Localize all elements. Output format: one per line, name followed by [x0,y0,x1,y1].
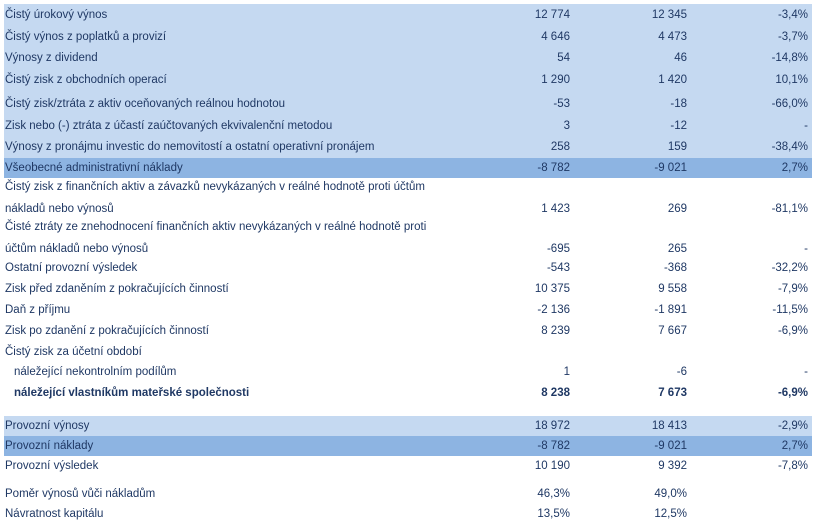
value-col-1: -695 [546,243,570,255]
table-row [4,158,812,178]
table-row [4,116,812,136]
value-col-2: -9 021 [654,440,687,452]
change-percent: - [804,366,808,378]
row-label: Poměr výnosů vůči nákladům [5,488,156,500]
change-percent: -38,4% [771,141,808,153]
table-row [4,382,812,404]
value-col-2: 12 345 [651,9,687,21]
value-col-1: -8 782 [537,440,570,452]
value-col-2: 159 [667,141,687,153]
row-label: Návratnost kapitálu [5,508,104,520]
change-percent: -7,9% [777,283,808,295]
value-col-2: 1 420 [658,74,687,86]
change-percent: -11,5% [772,304,808,316]
row-label-continued: účtům nákladů nebo výnosů [5,243,149,255]
value-col-1: 46,3% [537,488,570,500]
table-row [4,484,812,504]
table-row [4,504,812,524]
value-col-2: 7 673 [658,387,687,399]
value-col-1: 12 774 [534,9,570,21]
value-col-1: 258 [550,141,570,153]
value-col-1: 8 239 [541,325,570,337]
row-label: Čisté ztráty ze znehodnocení finančních aktiv nevykázaných v reálné hodnotě proti [5,221,427,233]
value-col-2: 9 558 [658,283,687,295]
value-col-2: 4 473 [658,31,687,43]
row-label: Čistý zisk za účetní období [5,346,142,358]
value-col-1: 4 646 [541,31,570,43]
row-label: Provozní náklady [5,440,94,452]
value-col-2: -9 021 [654,162,687,174]
value-col-2: 49,0% [654,488,687,500]
value-col-1: 8 238 [541,387,570,399]
value-col-2: -368 [663,262,687,274]
value-col-2: 7 667 [658,325,687,337]
row-label: Daň z příjmu [5,304,71,316]
row-label: Čistý výnos z poplatků a provizí [5,31,167,43]
change-percent: -14,8% [771,52,808,64]
row-label: Zisk po zdanění z pokračujících činností [5,325,209,337]
row-label: Čistý úrokový výnos [5,9,108,21]
change-percent: -32,2% [771,262,808,274]
row-label: náležející vlastníkům mateřské společnosti [14,387,250,399]
value-col-1: 3 [563,120,570,132]
value-col-1: 1 [563,366,570,378]
row-label: náležející nekontrolním podílům [14,366,177,378]
table-row [4,26,812,48]
table-row [4,48,812,68]
row-label: Provozní výnosy [5,420,90,432]
row-label: Čistý zisk z obchodních operací [5,74,167,86]
value-col-1: -2 136 [537,304,570,316]
table-row [4,362,812,382]
table-row [4,416,812,436]
value-col-2: 265 [667,243,687,255]
value-col-2: 9 392 [658,460,687,472]
table-row [4,436,812,456]
row-label: Zisk nebo (-) ztráta z účastí zaúčtovaných ekvivalenční metodou [5,120,333,132]
table-row [4,92,812,116]
row-label: Výnosy z dividend [5,52,98,64]
spacer-row [4,404,812,416]
value-col-1: 54 [557,52,570,64]
value-col-2: -6 [676,366,687,378]
value-col-2: 12,5% [654,508,687,520]
value-col-2: -18 [670,98,687,110]
value-col-2: 18 413 [651,420,687,432]
change-percent: -3,7% [777,31,808,43]
change-percent: -81,1% [771,203,808,215]
value-col-1: 13,5% [537,508,570,520]
value-col-1: -8 782 [537,162,570,174]
change-percent: -2,9% [777,420,808,432]
value-col-1: -543 [546,262,570,274]
spacer-row [4,476,812,484]
change-percent: -6,9% [777,325,808,337]
table-row [4,320,812,342]
change-percent: - [804,120,808,132]
table-row [4,4,812,26]
change-percent: 2,7% [781,162,808,174]
row-label-continued: nákladů nebo výnosů [5,203,114,215]
row-label: Provozní výsledek [5,460,99,472]
row-label: Čistý zisk/ztráta z aktiv oceňovaných reálnou hodnotou [5,98,285,110]
table-row [4,218,812,258]
change-percent: -6,9% [777,387,808,399]
change-percent: -66,0% [771,98,808,110]
value-col-1: 18 972 [534,420,570,432]
table-row [4,342,812,362]
table-row [4,178,812,218]
table-row [4,136,812,158]
row-label: Všeobecné administrativní náklady [5,162,183,174]
table-row [4,258,812,278]
value-col-1: 1 290 [541,74,570,86]
row-label: Zisk před zdaněním z pokračujících činností [5,283,229,295]
change-percent: -3,4% [777,9,808,21]
value-col-1: -53 [553,98,570,110]
row-label: Čistý zisk z finančních aktiv a závazků nevykázaných v reálné hodnotě proti účtům [5,181,425,193]
table-row [4,300,812,320]
table-row [4,456,812,476]
change-percent: -7,8% [777,460,808,472]
change-percent: 10,1% [775,74,808,86]
row-label: Výnosy z pronájmu investic do nemovitostí a ostatní operativní pronájem [5,141,375,153]
table-row [4,278,812,300]
value-col-1: 1 423 [541,203,570,215]
value-col-2: -1 891 [654,304,687,316]
table-row [4,68,812,92]
value-col-2: 269 [667,203,687,215]
income-statement-table [4,4,812,524]
change-percent: - [804,243,808,255]
value-col-2: 46 [674,52,687,64]
value-col-1: 10 190 [534,460,570,472]
change-percent: 2,7% [781,440,808,452]
value-col-1: 10 375 [534,283,570,295]
value-col-2: -12 [670,120,687,132]
row-label: Ostatní provozní výsledek [5,262,138,274]
